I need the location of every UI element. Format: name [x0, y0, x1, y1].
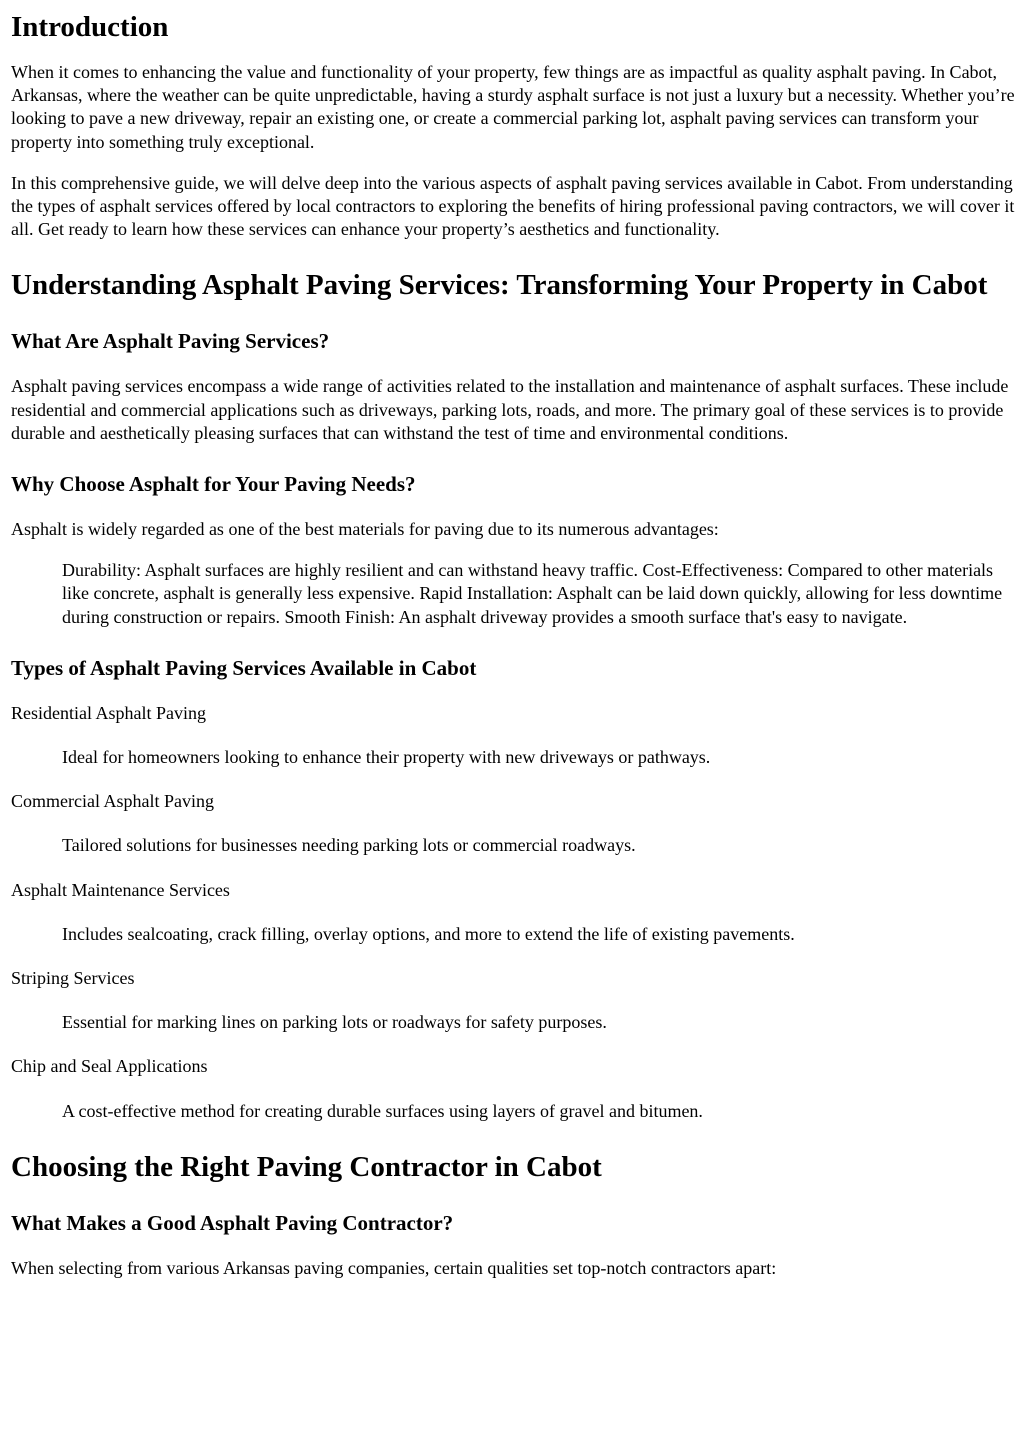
intro-paragraph-1: When it comes to enhancing the value and functionality of your property, few things are as impactful as quality asphalt paving. In Cabot, Arkansas, where the weather can be quite unpredictable, having a sturdy asphalt surface is not just a luxury but a necessity. Whether you’re looking to pave a new driveway, repair an existing one, or create a commercial parking lot, asphalt paving services can transform your property into something truly exceptional. [11, 62, 1015, 152]
type-term-commercial: Commercial Asphalt Paving [11, 791, 214, 812]
intro-paragraph-2: In this comprehensive guide, we will delve deep into the various aspects of asphalt paving services available in Cabot. From understanding the types of asphalt services offered by local contractors to exploring the benefits of hiring professional paving contractors, we will cover it all. Get ready to learn how these services can enhance your property’s aesthetics and functionality. [11, 172, 1015, 240]
type-desc-chip-seal: A cost-effective method for creating durable surfaces using layers of gravel and bitumen. [62, 1100, 703, 1121]
why-paragraph: Asphalt is widely regarded as one of the best materials for paving due to its numerous advantages: [11, 519, 719, 540]
types-heading: Types of Asphalt Paving Services Available in Cabot [11, 655, 477, 680]
what-heading: What Are Asphalt Paving Services? [11, 329, 330, 354]
type-term-maintenance: Asphalt Maintenance Services [11, 879, 230, 900]
advantages-quote: Durability: Asphalt surfaces are highly resilient and can withstand heavy traffic. Cost-Effectiveness: Compared to other materials like concrete, asphalt is generally less expensive. Rapid Installation: Asphalt can be laid down quickly, allowing for less downtime during construction or repairs. Smooth Finish: An asphalt driveway provides a smooth surface that's easy to navigate. [62, 560, 1003, 627]
types-list [11, 702, 1016, 1123]
what-paragraph: Asphalt paving services encompass a wide range of activities related to the installation and maintenance of asphalt surfaces. These include residential and commercial applications such as driveways, parking lots, roads, and more. The primary goal of these services is to provide durable and aesthetically pleasing surfaces that can withstand the test of time and environmental conditions. [11, 376, 1009, 443]
type-term-striping: Striping Services [11, 968, 135, 989]
why-heading: Why Choose Asphalt for Your Paving Needs? [11, 472, 416, 497]
article [0, 10, 1024, 1280]
type-term-residential: Residential Asphalt Paving [11, 702, 206, 723]
intro-heading: Introduction [11, 11, 169, 43]
type-desc-commercial: Tailored solutions for businesses needing parking lots or commercial roadways. [62, 835, 636, 856]
type-desc-maintenance: Includes sealcoating, crack filling, overlay options, and more to extend the life of existing pavements. [62, 923, 795, 944]
type-term-chip-seal: Chip and Seal Applications [11, 1056, 208, 1077]
type-desc-striping: Essential for marking lines on parking lots or roadways for safety purposes. [62, 1012, 607, 1033]
good-contractor-heading: What Makes a Good Asphalt Paving Contractor? [11, 1210, 454, 1235]
good-contractor-paragraph: When selecting from various Arkansas paving companies, certain qualities set top-notch contractors apart: [11, 1257, 777, 1278]
understanding-heading: Understanding Asphalt Paving Services: Transforming Your Property in Cabot [11, 269, 988, 302]
choosing-heading: Choosing the Right Paving Contractor in Cabot [11, 1150, 602, 1183]
type-desc-residential: Ideal for homeowners looking to enhance their property with new driveways or pathways. [62, 747, 711, 768]
